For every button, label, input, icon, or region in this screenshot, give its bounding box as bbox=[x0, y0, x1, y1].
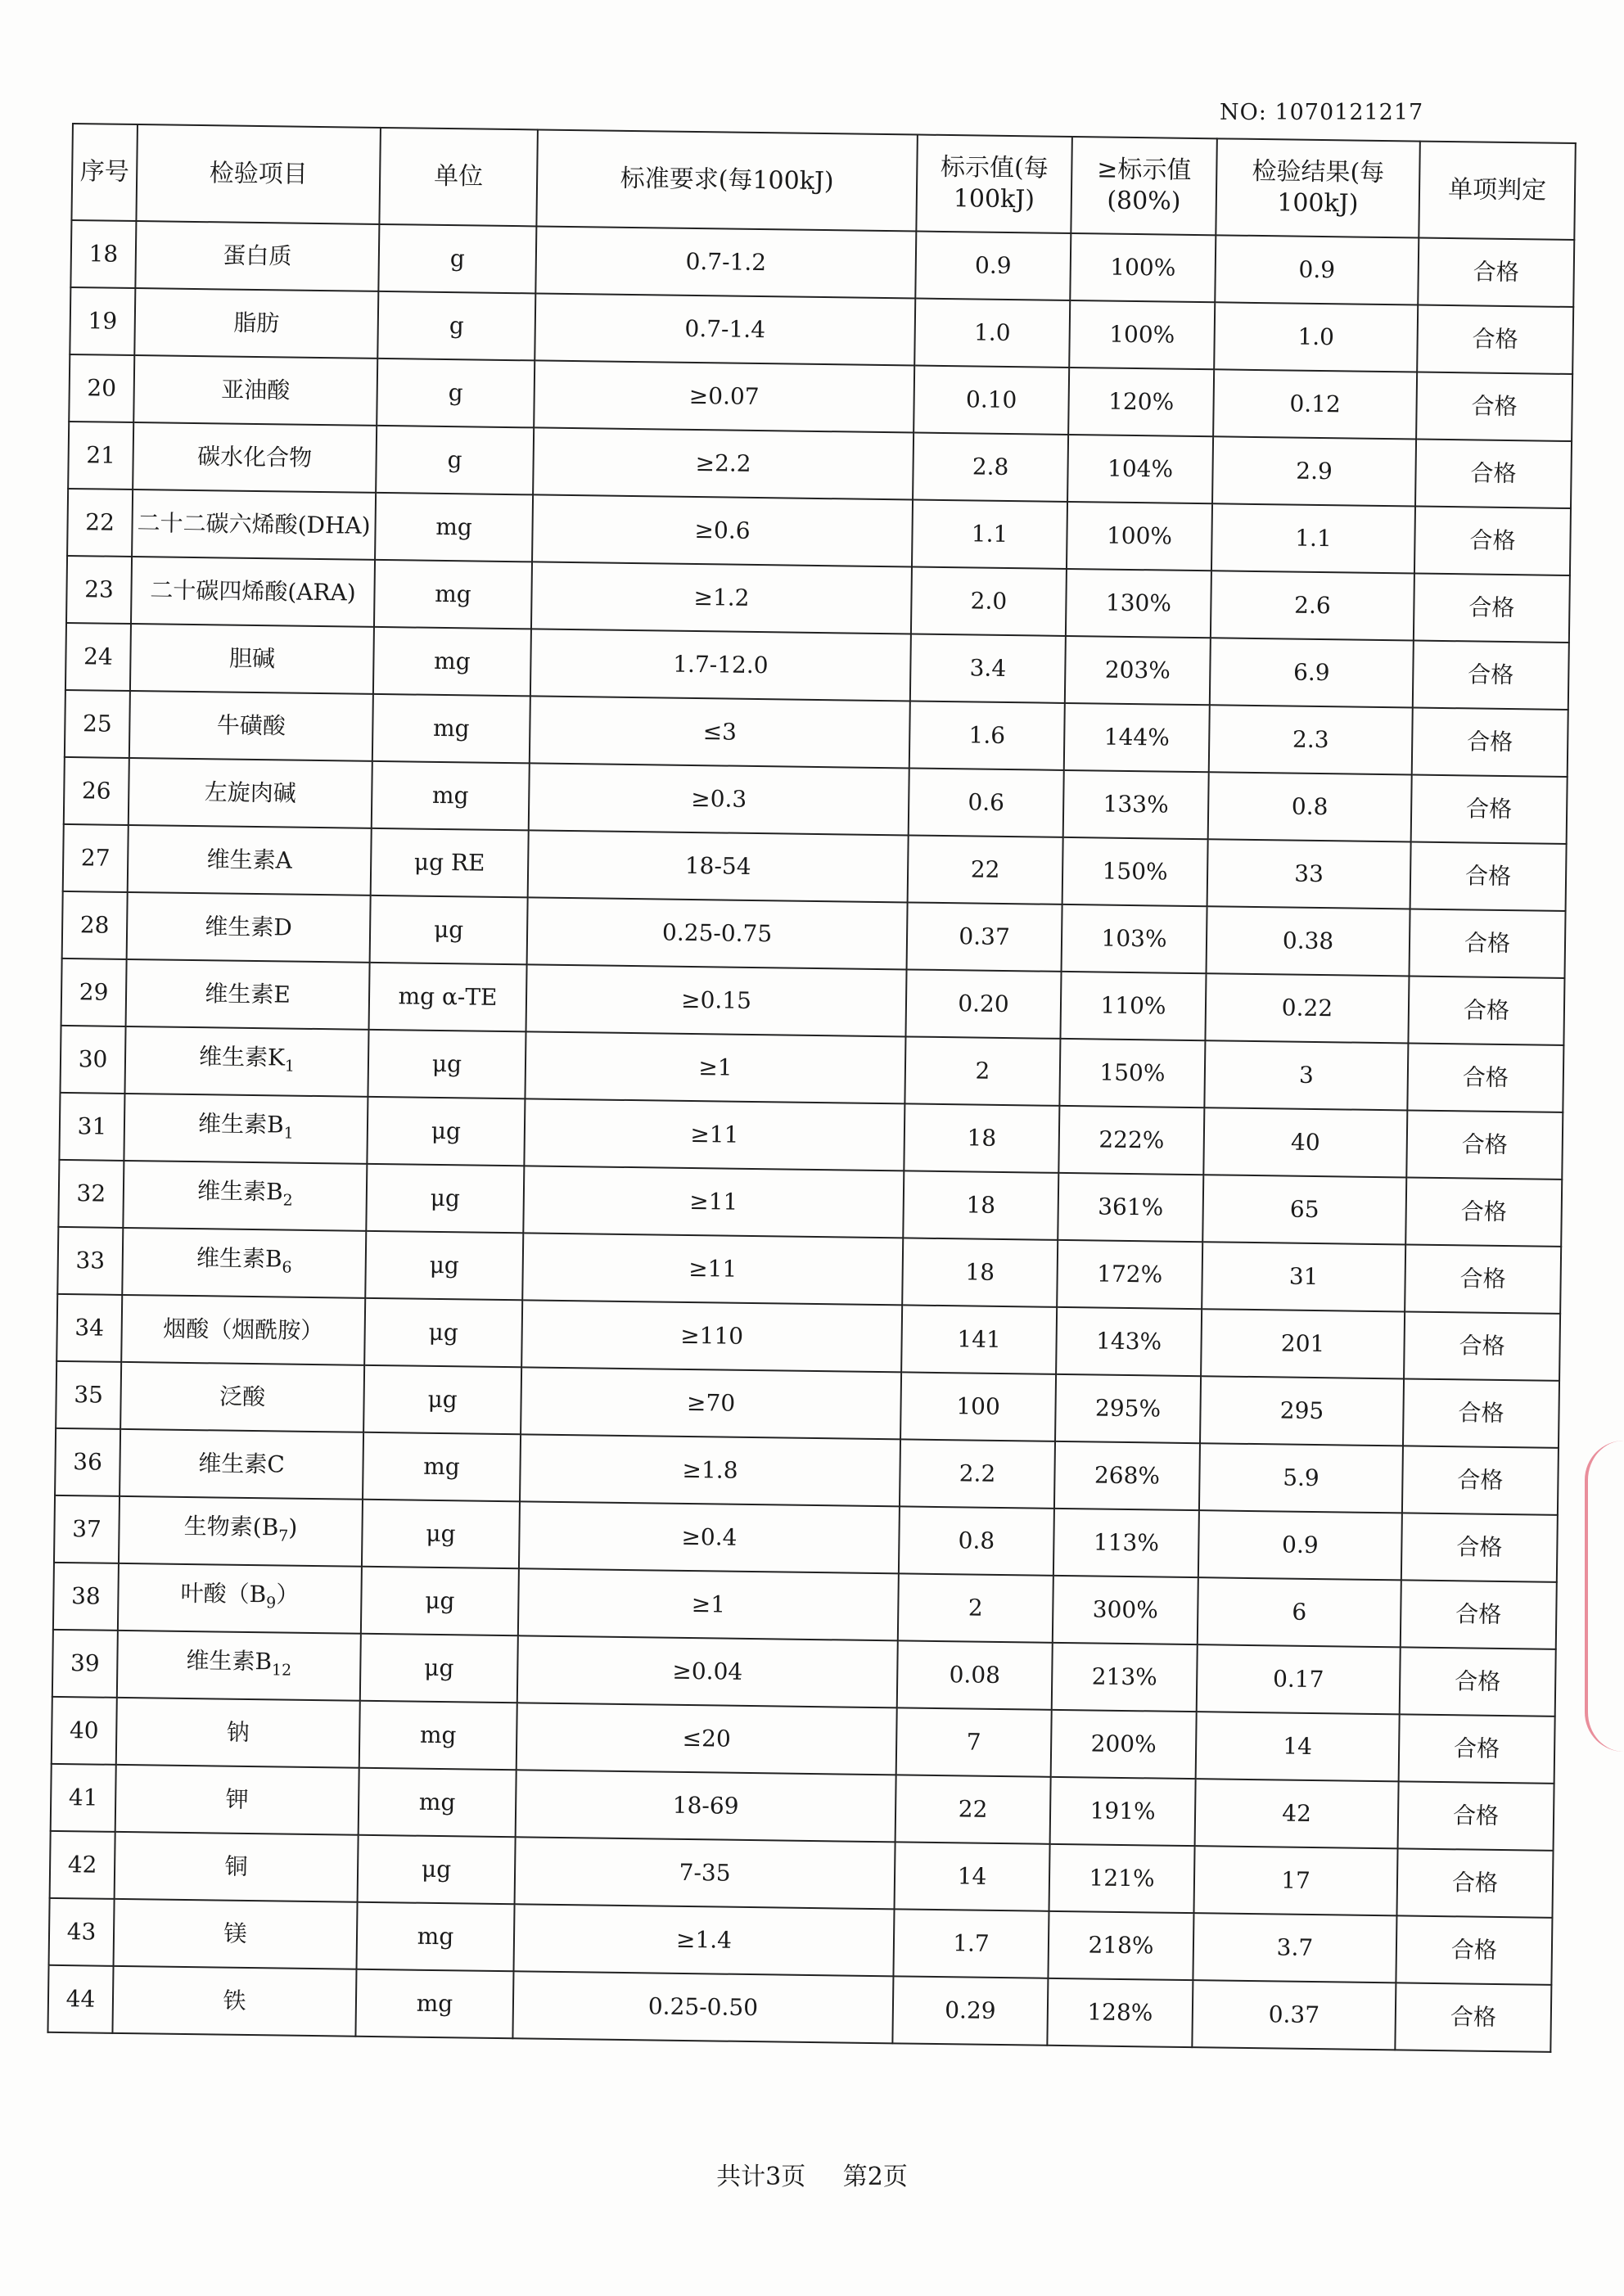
row-no: 33 bbox=[57, 1227, 123, 1295]
row-result: 1.0 bbox=[1214, 302, 1418, 372]
row-verdict: 合格 bbox=[1396, 1848, 1553, 1917]
row-item bbox=[115, 1832, 359, 1902]
row-unit: mg bbox=[372, 694, 530, 764]
row-item bbox=[115, 1765, 359, 1835]
row-label-value: 18 bbox=[902, 1238, 1058, 1306]
row-standard: 7-35 bbox=[515, 1837, 895, 1909]
row-standard: ≥70 bbox=[521, 1367, 901, 1439]
row-result: 2.3 bbox=[1209, 705, 1413, 774]
row-result: 31 bbox=[1202, 1242, 1405, 1311]
row-label-value: 0.6 bbox=[909, 768, 1064, 837]
item-name-tail: ) bbox=[288, 1513, 298, 1541]
row-standard: 0.25-0.50 bbox=[512, 1971, 893, 2043]
item-subscript: 12 bbox=[271, 1661, 292, 1680]
row-no: 35 bbox=[56, 1361, 121, 1429]
row-standard: ≥0.3 bbox=[529, 763, 909, 835]
total-pages: 共计3页 bbox=[716, 2163, 806, 2191]
row-no: 34 bbox=[56, 1294, 122, 1362]
row-verdict: 合格 bbox=[1405, 1177, 1562, 1246]
row-label-value: 2 bbox=[898, 1573, 1053, 1642]
item-name: 泛酸 bbox=[219, 1383, 266, 1411]
row-verdict: 合格 bbox=[1411, 774, 1568, 843]
row-label-value: 0.10 bbox=[914, 365, 1069, 434]
row-standard: ≥0.15 bbox=[526, 964, 907, 1036]
row-result: 1.1 bbox=[1211, 503, 1415, 573]
row-item bbox=[116, 1698, 360, 1768]
row-verdict: 合格 bbox=[1406, 1110, 1563, 1179]
row-item bbox=[133, 355, 377, 426]
row-no: 40 bbox=[52, 1697, 117, 1765]
row-result: 6.9 bbox=[1210, 638, 1414, 707]
item-name: 钾 bbox=[225, 1785, 249, 1813]
row-unit: mg bbox=[375, 493, 533, 562]
row-no: 44 bbox=[47, 1965, 113, 2033]
row-percent: 295% bbox=[1055, 1374, 1201, 1443]
row-percent: 121% bbox=[1049, 1844, 1195, 1913]
item-name: 碳水化合物 bbox=[196, 443, 313, 471]
row-label-value: 1.0 bbox=[914, 299, 1070, 368]
row-percent: 268% bbox=[1054, 1441, 1200, 1510]
header-percent: ≥标示值(80%) bbox=[1071, 137, 1217, 235]
row-standard: ≥110 bbox=[521, 1300, 902, 1372]
row-item bbox=[128, 825, 372, 895]
row-result: 3 bbox=[1204, 1040, 1408, 1110]
row-label-value: 1.1 bbox=[912, 499, 1067, 568]
header-result: 检验结果(每100kJ) bbox=[1216, 138, 1420, 237]
row-item bbox=[121, 1295, 365, 1365]
item-name: 叶酸（B bbox=[180, 1579, 267, 1608]
item-name: 蛋白质 bbox=[223, 241, 292, 270]
row-verdict: 合格 bbox=[1415, 440, 1572, 508]
row-no: 25 bbox=[65, 690, 130, 758]
row-percent: 222% bbox=[1058, 1106, 1204, 1175]
row-item bbox=[127, 892, 371, 963]
row-unit: μg bbox=[358, 1835, 516, 1905]
row-result: 17 bbox=[1193, 1846, 1397, 1915]
row-verdict: 合格 bbox=[1417, 305, 1573, 374]
row-label-value: 2 bbox=[904, 1036, 1060, 1105]
row-result: 2.9 bbox=[1212, 436, 1416, 506]
row-verdict: 合格 bbox=[1400, 1647, 1556, 1716]
row-percent: 150% bbox=[1062, 837, 1208, 906]
header-item: 检验项目 bbox=[136, 124, 381, 224]
item-name: 胆碱 bbox=[228, 644, 276, 673]
row-unit: mg bbox=[355, 1969, 513, 2039]
row-item bbox=[119, 1496, 363, 1567]
inspection-results-table bbox=[47, 123, 1576, 2053]
row-verdict: 合格 bbox=[1405, 1244, 1561, 1313]
row-unit: μg bbox=[362, 1500, 520, 1569]
row-item bbox=[133, 422, 377, 493]
row-unit: μg bbox=[365, 1231, 523, 1301]
row-result: 40 bbox=[1203, 1107, 1407, 1177]
row-unit: mg bbox=[357, 1902, 515, 1972]
item-name: 二十碳四烯酸(ARA) bbox=[150, 576, 356, 607]
row-label-value: 22 bbox=[895, 1775, 1051, 1843]
red-seal-stamp bbox=[1585, 1441, 1624, 1752]
item-subscript: 1 bbox=[283, 1124, 294, 1143]
row-percent: 200% bbox=[1051, 1710, 1197, 1779]
row-label-value: 2.2 bbox=[900, 1439, 1055, 1508]
row-standard: ≥11 bbox=[523, 1166, 904, 1238]
row-percent: 203% bbox=[1065, 636, 1211, 705]
row-unit: μg RE bbox=[371, 828, 529, 898]
row-item bbox=[120, 1362, 364, 1432]
row-verdict: 合格 bbox=[1409, 909, 1565, 977]
row-item bbox=[135, 221, 379, 291]
row-verdict: 合格 bbox=[1414, 574, 1570, 643]
row-standard: ≥1 bbox=[525, 1031, 905, 1103]
row-label-value: 1.6 bbox=[909, 701, 1065, 769]
row-verdict: 合格 bbox=[1398, 1781, 1554, 1850]
row-no: 18 bbox=[70, 220, 136, 288]
row-percent: 218% bbox=[1048, 1911, 1193, 1980]
row-verdict: 合格 bbox=[1416, 372, 1572, 441]
row-label-value: 0.29 bbox=[892, 1976, 1048, 2045]
item-name: 铜 bbox=[224, 1852, 248, 1880]
row-item bbox=[112, 1966, 356, 2037]
row-standard: 1.7-12.0 bbox=[530, 629, 911, 701]
item-name: 亚油酸 bbox=[221, 376, 291, 404]
row-standard: ≥1.2 bbox=[531, 562, 912, 634]
row-no: 37 bbox=[54, 1495, 120, 1563]
row-verdict: 合格 bbox=[1413, 641, 1569, 710]
row-standard: 18-54 bbox=[528, 830, 909, 902]
row-label-value: 100 bbox=[900, 1372, 1056, 1441]
row-verdict: 合格 bbox=[1410, 841, 1567, 910]
row-percent: 133% bbox=[1063, 770, 1209, 839]
row-verdict: 合格 bbox=[1399, 1714, 1555, 1783]
row-item bbox=[118, 1563, 362, 1634]
row-result: 0.9 bbox=[1198, 1510, 1402, 1580]
header-no: 序号 bbox=[71, 124, 138, 221]
row-percent: 144% bbox=[1064, 703, 1210, 772]
header-unit: 单位 bbox=[379, 128, 538, 227]
item-name-tail: ） bbox=[276, 1581, 300, 1608]
row-item bbox=[124, 1026, 368, 1097]
item-subscript: 6 bbox=[282, 1258, 292, 1277]
row-no: 20 bbox=[69, 354, 134, 422]
row-percent: 113% bbox=[1053, 1509, 1199, 1577]
row-unit: g bbox=[376, 426, 534, 495]
row-no: 29 bbox=[61, 959, 127, 1026]
row-percent: 100% bbox=[1067, 502, 1212, 571]
row-verdict: 合格 bbox=[1414, 507, 1571, 575]
row-standard: ≥1 bbox=[518, 1568, 899, 1640]
row-unit: mg bbox=[359, 1768, 517, 1838]
row-verdict: 合格 bbox=[1408, 976, 1564, 1044]
item-name: 维生素E bbox=[205, 980, 291, 1008]
row-item bbox=[122, 1228, 366, 1298]
row-standard: ≥0.04 bbox=[517, 1635, 898, 1707]
row-unit: μg bbox=[360, 1634, 518, 1703]
row-unit: g bbox=[378, 224, 536, 294]
row-verdict: 合格 bbox=[1407, 1043, 1563, 1112]
item-name: 维生素K bbox=[198, 1043, 286, 1071]
row-no: 23 bbox=[66, 556, 132, 624]
row-percent: 104% bbox=[1067, 435, 1213, 503]
row-label-value: 14 bbox=[895, 1842, 1050, 1910]
item-name: 维生素C bbox=[198, 1450, 286, 1478]
item-name: 维生素D bbox=[205, 913, 293, 941]
row-unit: mg bbox=[372, 761, 530, 831]
row-no: 27 bbox=[63, 824, 129, 892]
row-unit: μg bbox=[366, 1164, 524, 1234]
row-item bbox=[132, 489, 376, 560]
row-item bbox=[130, 624, 374, 694]
row-standard: ≥0.4 bbox=[519, 1501, 900, 1573]
row-percent: 300% bbox=[1053, 1576, 1198, 1644]
row-unit: mg bbox=[373, 627, 531, 697]
row-standard: ≤20 bbox=[517, 1703, 897, 1775]
row-no: 28 bbox=[62, 891, 128, 959]
row-unit: μg bbox=[364, 1298, 522, 1368]
row-verdict: 合格 bbox=[1396, 1915, 1552, 1984]
item-name: 镁 bbox=[223, 1919, 247, 1947]
row-standard: ≥11 bbox=[522, 1233, 903, 1305]
row-result: 14 bbox=[1196, 1712, 1400, 1781]
row-unit: μg bbox=[361, 1567, 519, 1636]
item-name: 维生素B bbox=[186, 1646, 273, 1676]
row-percent: 213% bbox=[1052, 1643, 1198, 1712]
row-label-value: 18 bbox=[903, 1171, 1058, 1239]
row-no: 22 bbox=[67, 489, 133, 557]
item-name: 生物素(B bbox=[183, 1512, 279, 1541]
row-label-value: 141 bbox=[901, 1305, 1057, 1374]
row-label-value: 0.9 bbox=[915, 232, 1071, 300]
row-verdict: 合格 bbox=[1401, 1580, 1557, 1649]
row-percent: 361% bbox=[1058, 1173, 1203, 1242]
row-result: 33 bbox=[1207, 839, 1411, 909]
item-name: 脂肪 bbox=[233, 309, 280, 337]
item-name: 牛磺酸 bbox=[216, 711, 286, 740]
row-verdict: 合格 bbox=[1402, 1446, 1559, 1514]
row-label-value: 0.20 bbox=[905, 969, 1061, 1038]
row-unit: mg α-TE bbox=[369, 963, 527, 1032]
item-name: 二十二碳六烯酸(DHA) bbox=[137, 509, 371, 539]
row-standard: ≥0.6 bbox=[532, 494, 913, 566]
row-item bbox=[114, 1899, 358, 1969]
row-result: 2.6 bbox=[1211, 571, 1414, 640]
row-no: 38 bbox=[53, 1563, 119, 1631]
row-item bbox=[126, 959, 370, 1030]
row-unit: mg bbox=[363, 1432, 521, 1502]
row-standard: ≥2.2 bbox=[533, 427, 914, 499]
row-item bbox=[117, 1631, 361, 1701]
row-no: 42 bbox=[50, 1831, 115, 1899]
row-percent: 143% bbox=[1056, 1307, 1202, 1376]
row-result: 0.17 bbox=[1197, 1644, 1401, 1714]
row-result: 0.9 bbox=[1215, 235, 1419, 304]
row-standard: 0.7-1.2 bbox=[535, 226, 916, 298]
item-subscript: 9 bbox=[265, 1594, 277, 1613]
row-standard: 18-69 bbox=[516, 1770, 896, 1842]
item-name: 维生素A bbox=[206, 846, 293, 874]
row-unit: μg bbox=[363, 1365, 521, 1435]
row-no: 36 bbox=[55, 1428, 120, 1496]
row-standard: ≤3 bbox=[530, 696, 910, 768]
item-name: 烟酸（烟酰胺） bbox=[162, 1315, 324, 1345]
header-standard: 标准要求(每100kJ) bbox=[536, 129, 918, 231]
item-name: 维生素B bbox=[196, 1177, 283, 1206]
item-subscript: 2 bbox=[282, 1191, 293, 1210]
row-verdict: 合格 bbox=[1401, 1513, 1558, 1581]
row-no: 43 bbox=[49, 1898, 115, 1966]
row-percent: 128% bbox=[1047, 1978, 1193, 2047]
row-result: 65 bbox=[1202, 1175, 1406, 1244]
row-result: 0.12 bbox=[1213, 369, 1417, 439]
row-result: 3.7 bbox=[1193, 1913, 1396, 1982]
row-verdict: 合格 bbox=[1404, 1311, 1560, 1380]
row-result: 295 bbox=[1200, 1376, 1404, 1446]
report-number: NO: 1070121217 bbox=[1220, 100, 1424, 125]
row-standard: 0.25-0.75 bbox=[527, 897, 908, 969]
row-percent: 110% bbox=[1060, 972, 1206, 1040]
item-name: 维生素B bbox=[197, 1110, 284, 1139]
header-label-value: 标示值(每100kJ) bbox=[916, 135, 1072, 233]
item-subscript: 1 bbox=[284, 1057, 295, 1076]
row-verdict: 合格 bbox=[1412, 707, 1568, 776]
row-percent: 100% bbox=[1069, 300, 1215, 369]
row-result: 0.8 bbox=[1208, 772, 1412, 841]
row-standard: ≥1.4 bbox=[513, 1904, 894, 1976]
row-label-value: 0.37 bbox=[907, 902, 1062, 971]
item-subscript: 7 bbox=[278, 1527, 289, 1545]
row-standard: ≥1.8 bbox=[520, 1434, 900, 1506]
row-unit: mg bbox=[359, 1701, 517, 1770]
current-page: 第2页 bbox=[842, 2163, 908, 2191]
row-unit: g bbox=[377, 359, 535, 428]
row-label-value: 0.8 bbox=[899, 1506, 1054, 1575]
row-standard: ≥11 bbox=[524, 1098, 904, 1171]
row-label-value: 2.8 bbox=[913, 432, 1068, 501]
row-unit: μg bbox=[367, 1097, 525, 1166]
row-percent: 100% bbox=[1070, 233, 1216, 302]
row-no: 41 bbox=[51, 1764, 116, 1832]
row-result: 0.22 bbox=[1205, 973, 1409, 1043]
row-percent: 150% bbox=[1059, 1039, 1205, 1107]
row-item bbox=[129, 758, 372, 828]
row-label-value: 3.4 bbox=[910, 634, 1066, 702]
row-verdict: 合格 bbox=[1395, 1982, 1551, 2051]
row-result: 0.38 bbox=[1207, 906, 1410, 976]
row-standard: ≥0.07 bbox=[534, 360, 914, 432]
row-item bbox=[129, 691, 373, 761]
row-no: 39 bbox=[52, 1630, 118, 1698]
row-no: 19 bbox=[70, 287, 135, 355]
row-result: 6 bbox=[1198, 1577, 1401, 1647]
row-item bbox=[124, 1094, 368, 1164]
row-item bbox=[120, 1429, 363, 1500]
row-percent: 130% bbox=[1066, 569, 1211, 638]
row-percent: 191% bbox=[1050, 1777, 1196, 1846]
header-verdict: 单项判定 bbox=[1419, 142, 1576, 240]
row-verdict: 合格 bbox=[1403, 1378, 1559, 1447]
page-footer bbox=[0, 2156, 1624, 2192]
row-no: 31 bbox=[59, 1093, 124, 1161]
row-unit: μg bbox=[370, 895, 528, 965]
item-name: 铁 bbox=[223, 1987, 246, 2014]
row-result: 201 bbox=[1201, 1309, 1405, 1378]
row-standard: 0.7-1.4 bbox=[535, 293, 915, 365]
row-result: 42 bbox=[1195, 1779, 1399, 1848]
row-unit: g bbox=[377, 291, 535, 361]
row-label-value: 18 bbox=[904, 1103, 1059, 1172]
row-no: 24 bbox=[65, 623, 131, 691]
row-unit: mg bbox=[374, 560, 532, 629]
row-result: 0.37 bbox=[1192, 1980, 1396, 2050]
row-no: 32 bbox=[58, 1160, 124, 1228]
row-verdict: 合格 bbox=[1418, 238, 1574, 307]
row-percent: 172% bbox=[1057, 1240, 1202, 1309]
row-label-value: 1.7 bbox=[893, 1909, 1049, 1978]
row-no: 21 bbox=[68, 422, 133, 489]
item-name: 钠 bbox=[226, 1718, 250, 1747]
row-no: 30 bbox=[60, 1026, 125, 1094]
row-item bbox=[123, 1161, 367, 1231]
row-item bbox=[131, 557, 375, 627]
item-name: 维生素B bbox=[196, 1244, 282, 1273]
row-label-value: 7 bbox=[896, 1707, 1052, 1776]
row-label-value: 2.0 bbox=[911, 566, 1067, 635]
row-percent: 120% bbox=[1068, 368, 1214, 436]
item-name: 左旋肉碱 bbox=[204, 778, 297, 807]
row-result: 5.9 bbox=[1199, 1443, 1403, 1513]
row-label-value: 22 bbox=[908, 835, 1063, 904]
row-unit: μg bbox=[368, 1030, 526, 1099]
table-body bbox=[47, 220, 1574, 2052]
row-percent: 103% bbox=[1062, 904, 1207, 973]
row-item bbox=[134, 288, 378, 359]
row-label-value: 0.08 bbox=[897, 1640, 1053, 1709]
row-no: 26 bbox=[64, 757, 129, 825]
